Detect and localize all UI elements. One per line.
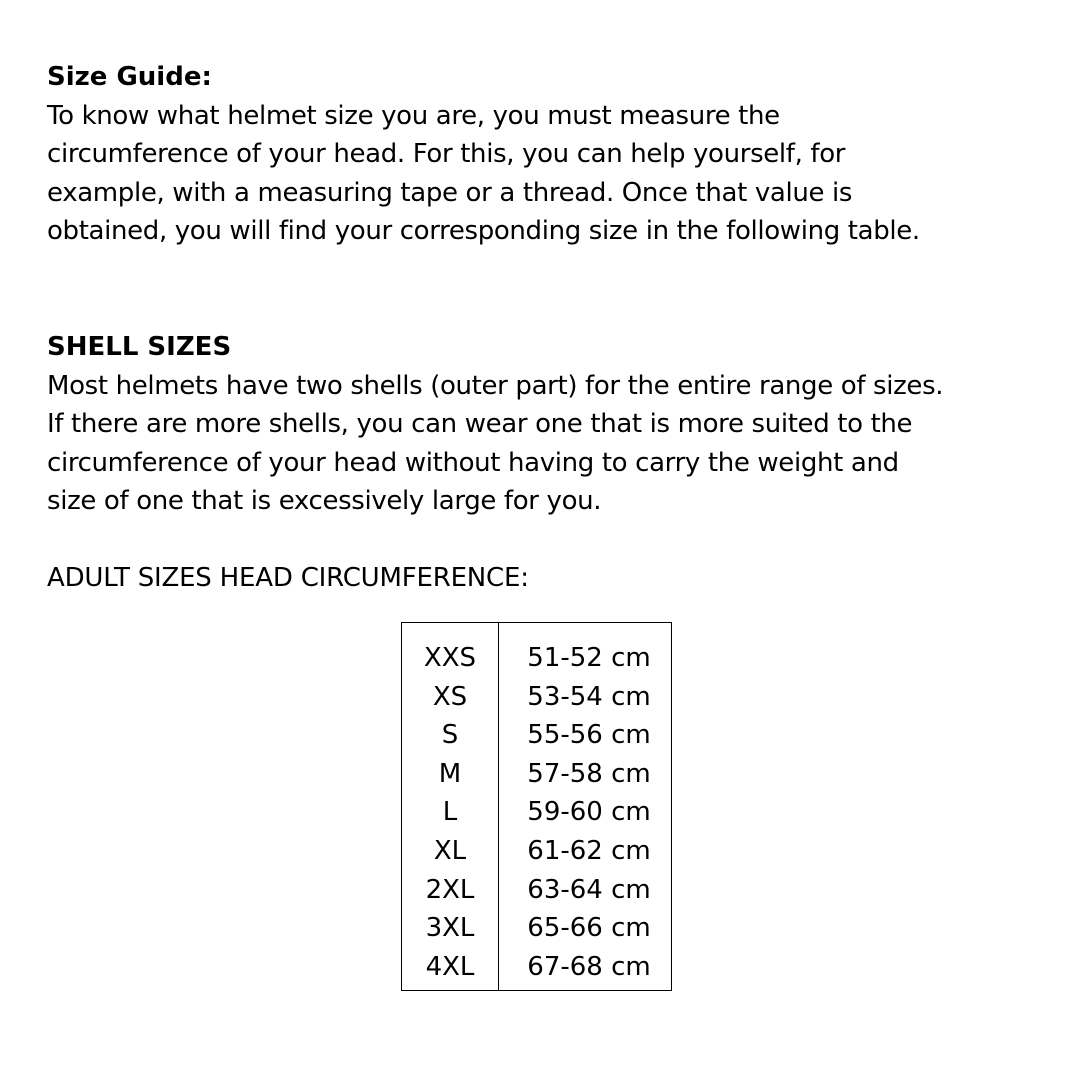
shell-sizes-line: circumference of your head without having to carry the weight and xyxy=(47,447,899,478)
adult-sizes-label: ADULT SIZES HEAD CIRCUMFERENCE: xyxy=(47,562,529,593)
circumference-cell: 65-66 cm xyxy=(527,913,651,944)
circumference-cell: 59-60 cm xyxy=(527,797,651,828)
size-guide-line: example, with a measuring tape or a thread. Once that value is xyxy=(47,177,853,208)
size-cell: M xyxy=(438,758,462,789)
size-cell: 2XL xyxy=(425,874,475,905)
circumference-cell: 61-62 cm xyxy=(527,835,651,866)
size-table xyxy=(401,622,672,991)
circumference-cell: 53-54 cm xyxy=(527,681,651,712)
size-cell: XS xyxy=(432,681,468,712)
size-guide-heading: Size Guide: xyxy=(47,62,212,92)
circumference-cell: 67-68 cm xyxy=(527,951,651,982)
circumference-cell: 63-64 cm xyxy=(527,874,651,905)
size-cell: 3XL xyxy=(425,913,475,944)
circumference-cell: 51-52 cm xyxy=(527,643,651,673)
circumference-cell: 57-58 cm xyxy=(527,758,651,789)
size-cell: 4XL xyxy=(425,951,475,982)
shell-sizes-line: Most helmets have two shells (outer part) for the entire range of sizes. xyxy=(47,370,944,401)
shell-sizes-line: If there are more shells, you can wear one that is more suited to the xyxy=(47,409,913,440)
size-cell: L xyxy=(442,797,458,828)
circumference-cell: 55-56 cm xyxy=(527,720,651,751)
size-column xyxy=(402,639,498,986)
document-body xyxy=(47,58,1037,598)
size-guide-line: circumference of your head. For this, you can help yourself, for xyxy=(47,139,846,170)
section-spacer xyxy=(47,521,1037,559)
shell-sizes-line: size of one that is excessively large for you. xyxy=(47,486,602,517)
size-cell: S xyxy=(441,720,459,751)
size-cell: XXS xyxy=(423,643,477,673)
shell-sizes-heading: SHELL SIZES xyxy=(47,331,232,362)
circumference-column xyxy=(499,639,671,986)
size-cell: XL xyxy=(433,835,467,866)
section-spacer xyxy=(47,251,1037,328)
size-guide-line: To know what helmet size you are, you must measure the xyxy=(47,100,780,131)
size-guide-line: obtained, you will find your corresponding size in the following table. xyxy=(47,216,920,247)
